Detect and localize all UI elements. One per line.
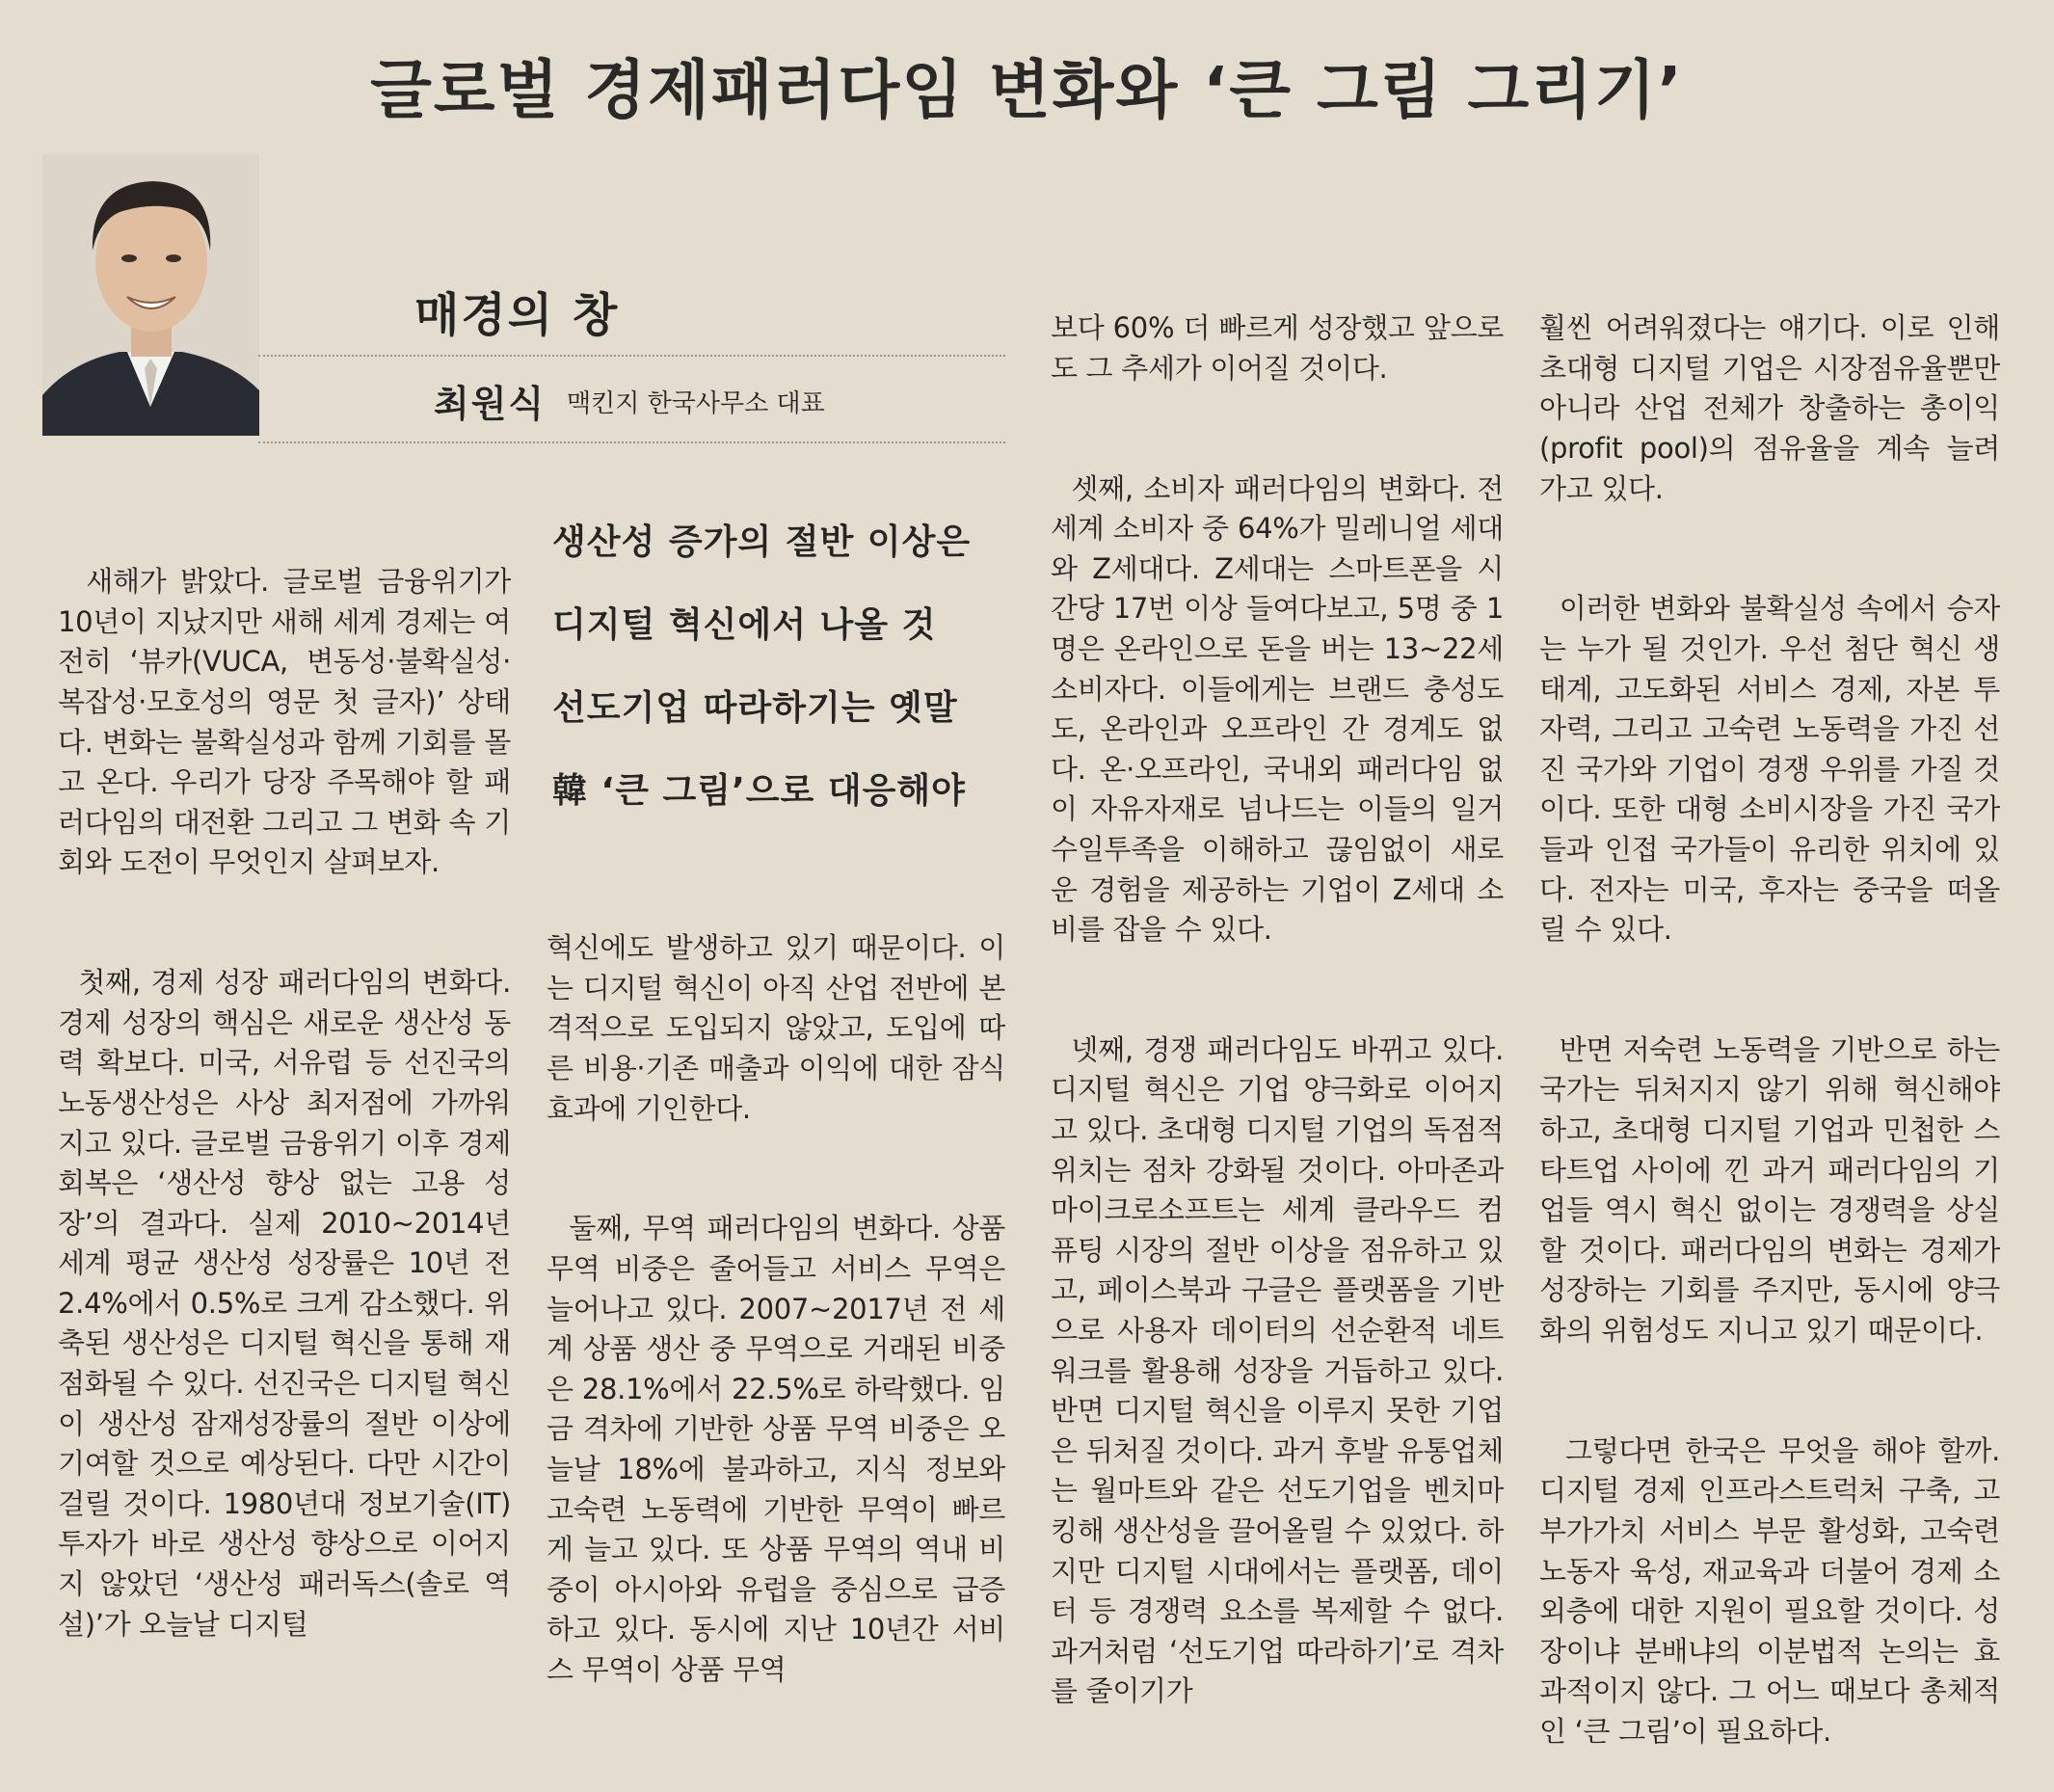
article-column-4	[1539, 228, 2009, 1792]
paragraph: 훨씬 어려워졌다는 얘기다. 이로 인해 초대형 디지털 기업은 시장점유율뿐만 아니라 산업 전체가 창출하는 총이익(profit pool)의 점유율을 계속 늘려 가고 있다.	[1539, 311, 2009, 505]
article-column-2	[547, 848, 1014, 1730]
pull-quote-line: 선도기업 따라하기는 옛말	[552, 688, 958, 728]
pull-quote-line: 韓 ‘큰 그림’으로 대응해야	[552, 771, 966, 811]
column-name: 매경의 창	[414, 288, 620, 342]
paragraph: 첫째, 경제 성장 패러다임의 변화다. 경제 성장의 핵심은 새로운 생산성 동력 확보다. 미국, 서유럽 등 선진국의 노동생산성은 사상 최저점에 가까워지고 있다. 글로벌 금융위기 이후 경제 회복은 ‘생산성 향상 없는 고용 성장’의 결과다. 실제 2010~2014년 세계 평균 생산성 성장률은 10년 전 2.4%에서 0.5%로 크게 감소했다. 위축된 생산성은 디지털 혁신을 통해 재점화될 수 있다. 선진국은 디지털 혁신이 생산성 잠재성장률의 절반 이상에 기여할 것으로 예상된다. 다만 시간이 걸릴 것이다. 1980년대 정보기술(IT) 투자가 바로 생산성 향상으로 이어지지 않았던 ‘생산성 패러독스(솔로 역설)’가 오늘날 디지털	[58, 966, 520, 1641]
author-title: 맥킨지 한국사무소 대표	[567, 389, 825, 418]
pull-quote	[552, 501, 1005, 833]
author-photo	[42, 154, 259, 436]
byline-bottom-rule	[258, 441, 1005, 443]
pull-quote-line: 생산성 증가의 절반 이상은	[552, 522, 972, 562]
article-column-3	[1051, 228, 1512, 1752]
paragraph: 보다 60% 더 빠르게 성장했고 앞으로도 그 추세가 이어질 것이다.	[1051, 311, 1504, 385]
byline-top-rule	[258, 355, 1005, 357]
paragraph: 새해가 밝았다. 글로벌 금융위기가 10년이 지났지만 새해 세계 경제는 여전히 ‘뷰카(VUCA, 변동성·불확실성·복잡성·모호성의 영문 첫 글자)’ 상태다. 변화는 불확실성과 함께 기회를 몰고 온다. 우리가 당장 주목해야 할 패러다임의 대전환 그리고 그 변화 속 기회와 도전이 무엇인지 살펴보자.	[58, 565, 520, 879]
paragraph: 셋째, 소비자 패러다임의 변화다. 전 세계 소비자 중 64%가 밀레니얼 세대와 Z세대다. Z세대는 스마트폰을 시간당 17번 이상 들여다보고, 5명 중 1명은 온라인으로 돈을 버는 13~22세 소비자다. 이들에게는 브랜드 충성도도, 온라인과 오프라인 간 경계도 없다. 온·오프라인, 국내외 패러다임 없이 자유자재로 넘나드는 이들의 일거수일투족을 이해하고 끊임없이 새로운 경험을 제공하는 기업이 Z세대 소비를 잡을 수 있다.	[1051, 471, 1512, 947]
paragraph: 반면 저숙련 노동력을 기반으로 하는 국가는 뒤처지지 않기 위해 혁신해야 하고, 초대형 디지털 기업과 민첩한 스타트업 사이에 낀 과거 패러다임의 기업들 역시 혁신 없이는 경쟁력을 상실할 것이다. 패러다임의 변화는 경제가 성장하는 기회를 주지만, 동시에 양극화의 위험성도 지니고 있기 때문이다.	[1539, 1032, 2009, 1348]
headline: 글로벌 경제패러다임 변화와 ‘큰 그림 그리기’	[370, 53, 1684, 127]
paragraph: 넷째, 경쟁 패러다임도 바뀌고 있다. 디지털 혁신은 기업 양극화로 이어지고 있다. 초대형 디지털 기업의 독점적 위치는 점차 강화될 것이다. 아마존과 마이크로소프트는 세계 클라우드 컴퓨팅 시장의 절반 이상을 점유하고 있고, 페이스북과 구글은 플랫폼을 기반으로 사용자 데이터의 선순환적 네트워크를 활용해 성장을 거듭하고 있다. 반면 디지털 혁신을 이루지 못한 기업은 뒤처질 것이다. 과거 후발 유통업체는 월마트와 같은 선도기업을 벤치마킹해 생산성을 끌어올릴 수 있었다. 하지만 디지털 시대에서는 플랫폼, 데이터 등 경쟁력 요소를 복제할 수 없다. 과거처럼 ‘선도기업 따라하기’로 격차를 줄이기가	[1051, 1032, 1512, 1708]
paragraph: 그렇다면 한국은 무엇을 해야 할까. 디지털 경제 인프라스트럭처 구축, 고부가가치 서비스 부문 활성화, 고숙련 노동자 육성, 재교육과 더불어 경제 소외층에 대한 지원이 필요할 것이다. 성장이냐 분배냐의 이분법적 논의는 효과적이지 않다. 그 어느 때보다 총체적인 ‘큰 그림’이 필요하다.	[1539, 1433, 2009, 1748]
pull-quote-line: 디지털 혁신에서 나올 것	[552, 605, 937, 645]
paragraph: 둘째, 무역 패러다임의 변화다. 상품 무역 비중은 줄어들고 서비스 무역은 늘어나고 있다. 2007~2017년 전 세계 상품 생산 중 무역으로 거래된 비중은 28.1%에서 22.5%로 하락했다. 임금 격차에 기반한 상품 무역 비중은 오늘날 18%에 불과하고, 지식 정보와 고숙련 노동력에 기반한 무역이 빠르게 늘고 있다. 또 상품 무역의 역내 비중이 아시아와 유럽을 중심으로 급증하고 있다. 동시에 지난 10년간 서비스 무역이 상품 무역	[547, 1212, 1014, 1686]
paragraph: 혁신에도 발생하고 있기 때문이다. 이는 디지털 혁신이 아직 산업 전반에 본격적으로 도입되지 않았고, 도입에 따른 비용·기존 매출과 이익에 대한 잠식 효과에 기인한다.	[547, 931, 1014, 1125]
article-column-1	[58, 482, 520, 1685]
paragraph: 이러한 변화와 불확실성 속에서 승자는 누가 될 것인가. 우선 첨단 혁신 생태계, 고도화된 서비스 경제, 자본 투자력, 그리고 고숙련 노동력을 가진 선진 국가와 기업이 경쟁 우위를 가질 것이다. 또한 대형 소비시장을 가진 국가들과 인접 국가들이 유리한 위치에 있다. 전자는 미국, 후자는 중국을 떠올릴 수 있다.	[1539, 592, 2000, 947]
author-name: 최원식	[434, 383, 547, 425]
